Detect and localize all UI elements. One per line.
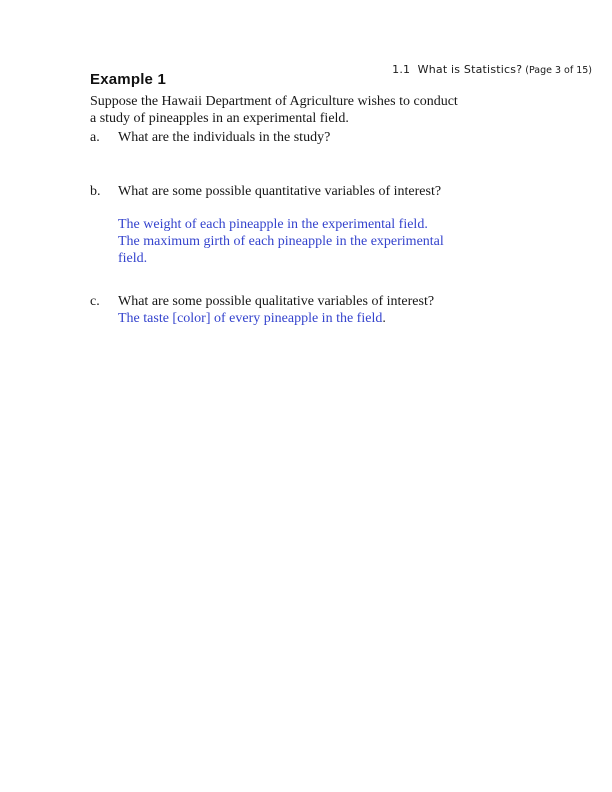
- question-a-text: What are the individuals in the study?: [118, 130, 331, 145]
- intro-line-1: Suppose the Hawaii Department of Agriculture wishes to conduct: [90, 94, 458, 109]
- answer-c-line-1: [118, 310, 538, 327]
- answer-b-line-2: The maximum girth of each pineapple in the experimental: [118, 234, 444, 249]
- intro-line-2: a study of pineapples in an experimental field.: [90, 111, 349, 126]
- example-title: Example 1: [90, 71, 167, 88]
- answer-b-line-1: The weight of each pineapple in the experimental field.: [118, 217, 428, 232]
- answer-c-text: The taste [color] of every pineapple in the field: [118, 311, 383, 326]
- header-page-indicator: (Page 3 of 15): [525, 65, 592, 76]
- header-section-title: 1.1 What is Statistics?: [392, 63, 523, 76]
- question-c: [90, 293, 550, 310]
- question-b: [90, 183, 550, 200]
- page-header: [372, 39, 592, 96]
- question-b-label: b.: [90, 184, 101, 199]
- question-a: [90, 129, 550, 146]
- question-b-text: What are some possible quantitative variables of interest?: [118, 184, 442, 199]
- intro-paragraph: [90, 93, 530, 127]
- answer-b: [118, 216, 538, 267]
- answer-c: [118, 310, 538, 327]
- answer-c-period: .: [382, 311, 386, 326]
- question-c-text: What are some possible qualitative variables of interest?: [118, 294, 435, 309]
- question-a-label: a.: [90, 130, 100, 145]
- answer-b-line-3: field.: [118, 251, 148, 266]
- question-c-label: c.: [90, 294, 100, 309]
